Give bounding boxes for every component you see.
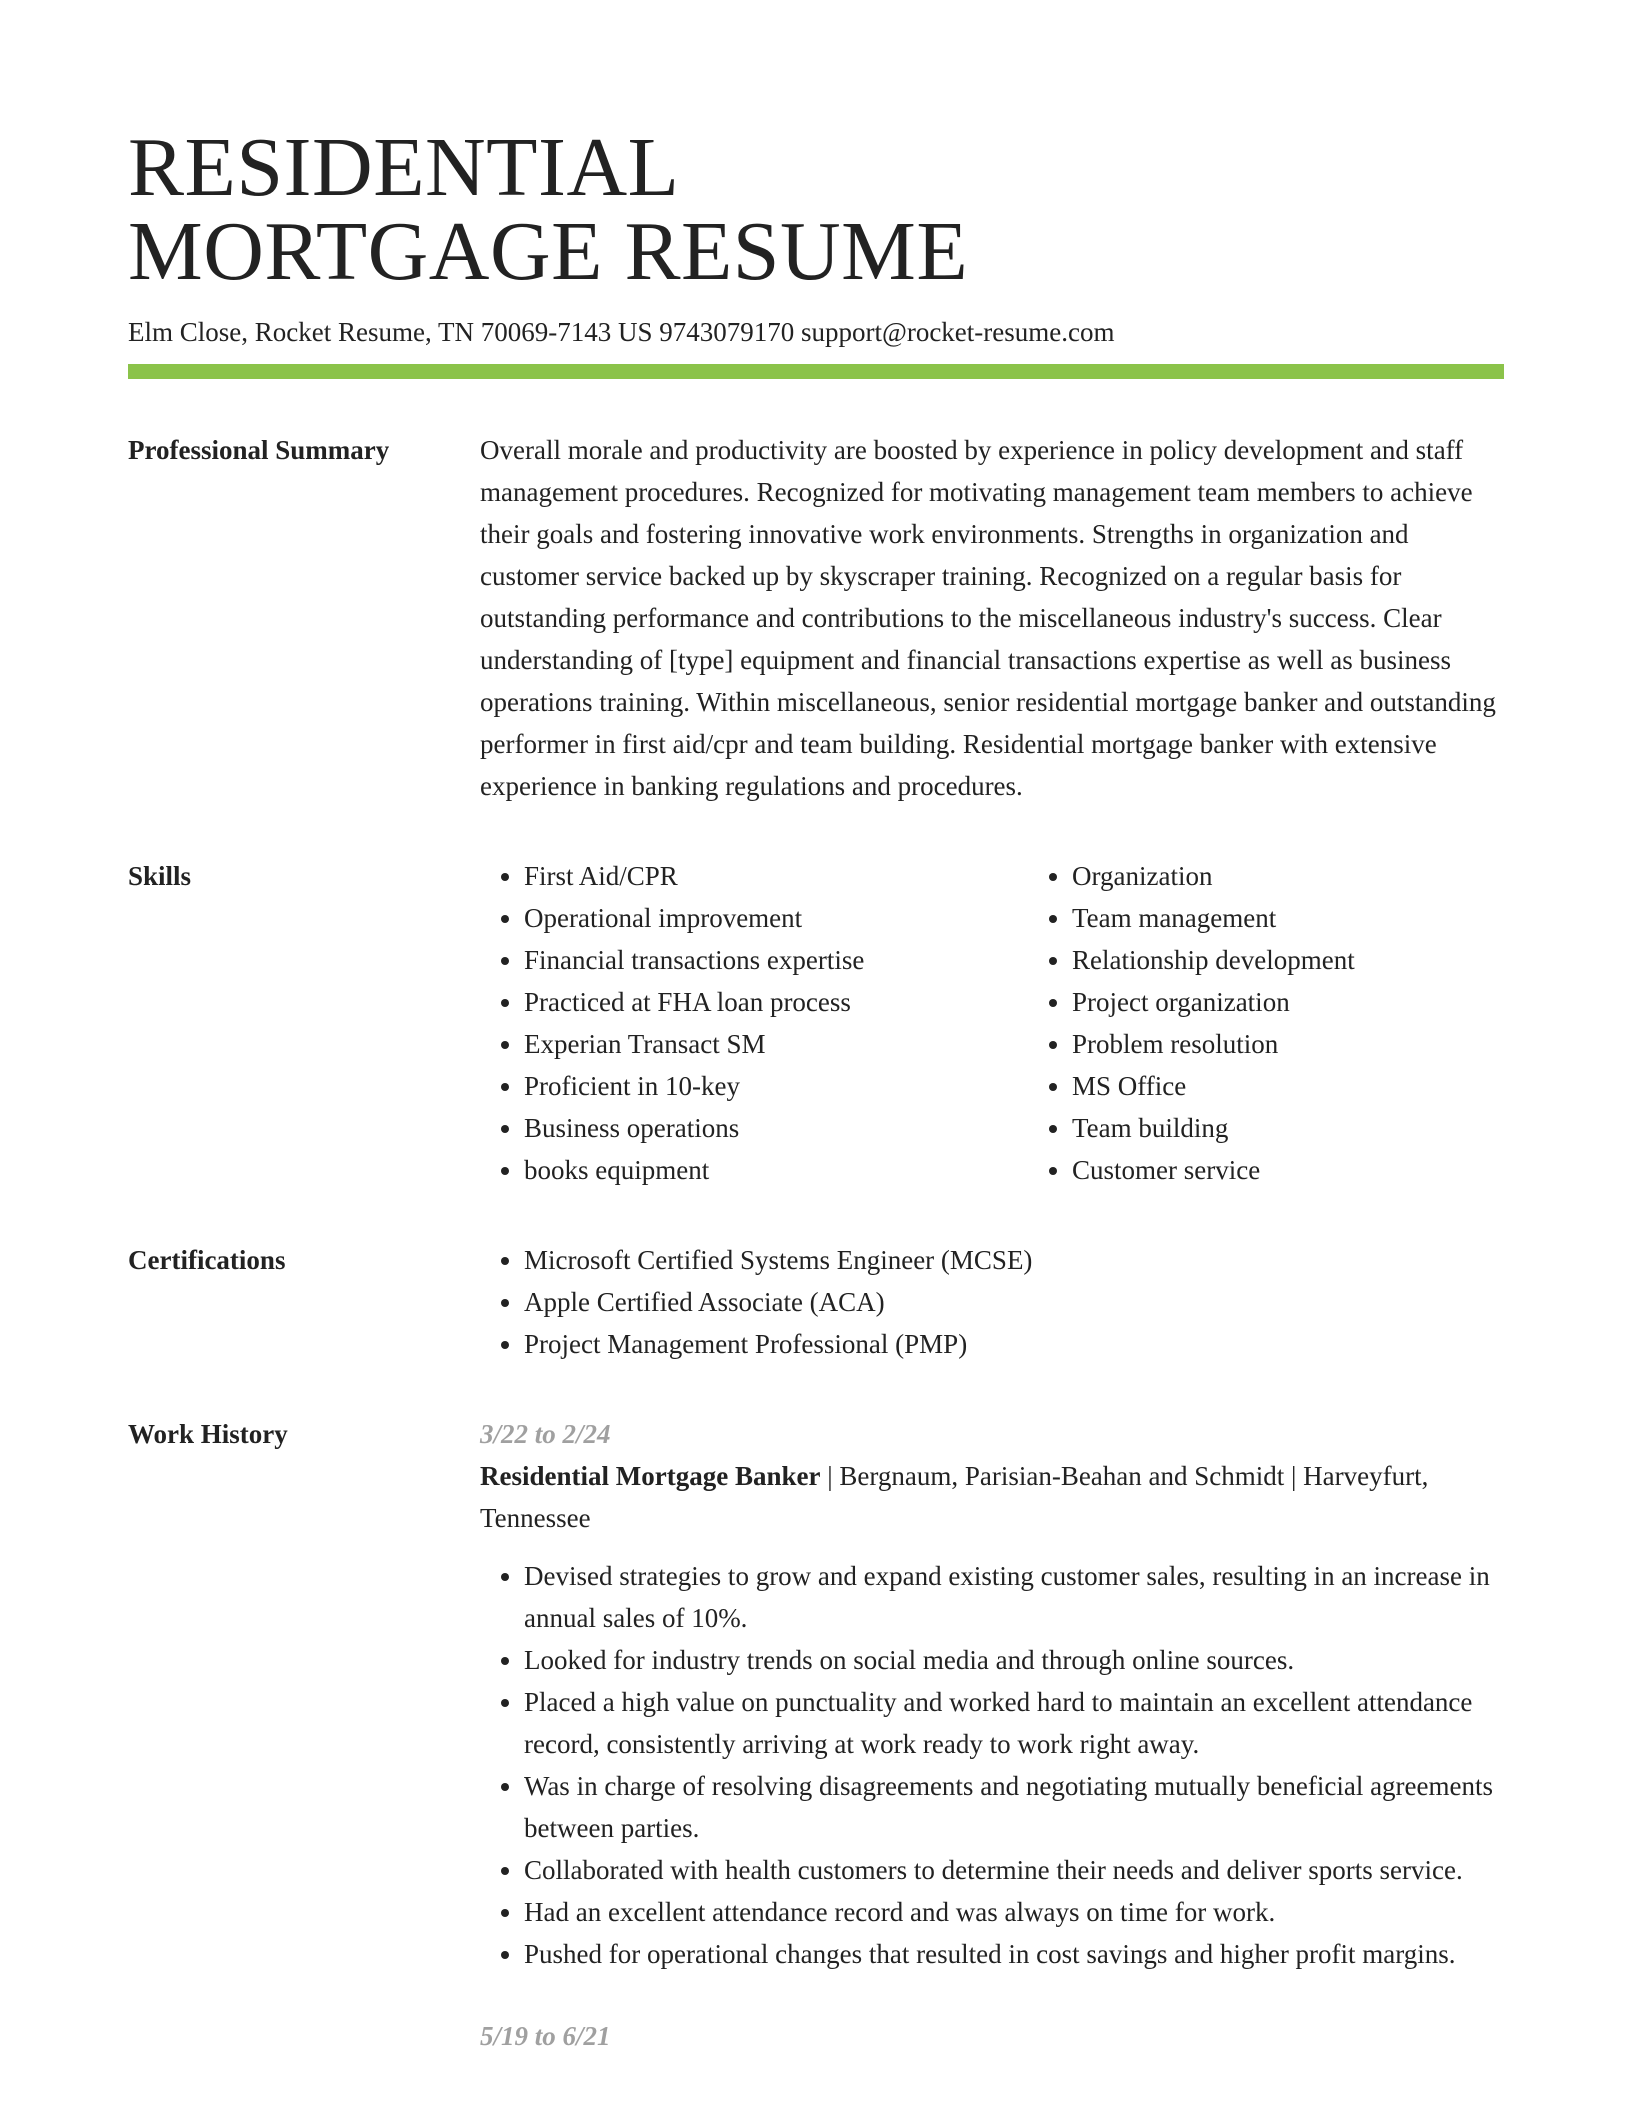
- skill-item: • Problem resolution: [1072, 1023, 1504, 1065]
- skill-item: • Business operations: [524, 1107, 1028, 1149]
- accent-divider: [128, 364, 1504, 379]
- resume-page: [128, 0, 1504, 2057]
- skill-item: • Financial transactions expertise: [524, 939, 1028, 981]
- job-details: | Bergnaum, Parisian-Beahan and Schmidt | Harveyfurt, Tennessee: [480, 1461, 1429, 1533]
- skill-item: • MS Office: [1072, 1065, 1504, 1107]
- skill-item: • Customer service: [1072, 1149, 1504, 1191]
- certifications-list: [480, 1239, 1504, 1365]
- job-dates: 5/19 to 6/21: [480, 2021, 611, 2051]
- job-entry: [480, 2015, 1504, 2057]
- title-line-2: MORTGAGE RESUME: [128, 205, 969, 298]
- skill-item: • Practiced at FHA loan process: [524, 981, 1028, 1023]
- certifications-section: [128, 1239, 1504, 1365]
- summary-text: Overall morale and productivity are boosted by experience in policy development and staff management procedures. Recognized for motivating management team members to achieve their goals and fostering innovative work environments. Strengths in organization and customer service backed up by skyscraper training. Recognized on a regular basis for outstanding performance and contributions to the miscellaneous industry's success. Clear understanding of [type] equipment and financial transactions expertise as well as business operations training. Within miscellaneous, senior residential mortgage banker and outstanding performer in first aid/cpr and team building. Residential mortgage banker with extensive experience in banking regulations and procedures.: [480, 435, 1496, 801]
- skill-item: • Proficient in 10-key: [524, 1065, 1028, 1107]
- skill-item: • Operational improvement: [524, 897, 1028, 939]
- job-bullets: [480, 1555, 1504, 1975]
- job-bullet: • Looked for industry trends on social media and through online sources.: [524, 1639, 1504, 1681]
- job-bullet: • Collaborated with health customers to determine their needs and deliver sports service.: [524, 1849, 1504, 1891]
- skills-heading: Skills: [128, 861, 192, 891]
- certification-item: • Project Management Professional (PMP): [524, 1323, 1504, 1365]
- skill-item: • First Aid/CPR: [524, 855, 1028, 897]
- skills-list-left: [480, 855, 1028, 1191]
- skill-item: • Relationship development: [1072, 939, 1504, 981]
- job-title-line: [480, 1455, 1504, 1539]
- work-history-section: [128, 1413, 1504, 2057]
- job-role: Residential Mortgage Banker: [480, 1461, 821, 1491]
- work-history-heading: Work History: [128, 1419, 288, 1449]
- job-entry: [480, 1413, 1504, 1975]
- certification-item: • Microsoft Certified Systems Engineer (MCSE): [524, 1239, 1504, 1281]
- job-bullet: • Was in charge of resolving disagreements and negotiating mutually beneficial agreements between parties.: [524, 1765, 1504, 1849]
- skill-item: • Team building: [1072, 1107, 1504, 1149]
- job-bullet: • Devised strategies to grow and expand existing customer sales, resulting in an increase in annual sales of 10%.: [524, 1555, 1504, 1639]
- summary-section: [128, 429, 1504, 807]
- skills-section: [128, 855, 1504, 1191]
- title-line-1: RESIDENTIAL: [128, 121, 680, 214]
- job-bullet: • Pushed for operational changes that resulted in cost savings and higher profit margins.: [524, 1933, 1504, 1975]
- skill-item: • Experian Transact SM: [524, 1023, 1028, 1065]
- certification-item: • Apple Certified Associate (ACA): [524, 1281, 1504, 1323]
- job-bullet: • Placed a high value on punctuality and worked hard to maintain an excellent attendance record, consistently arriving at work ready to work right away.: [524, 1681, 1504, 1765]
- job-bullet: • Had an excellent attendance record and was always on time for work.: [524, 1891, 1504, 1933]
- skills-list-right: [1028, 855, 1504, 1191]
- skill-item: • Project organization: [1072, 981, 1504, 1023]
- skill-item: • books equipment: [524, 1149, 1028, 1191]
- job-dates: 3/22 to 2/24: [480, 1419, 611, 1449]
- skill-item: • Organization: [1072, 855, 1504, 897]
- skill-item: • Team management: [1072, 897, 1504, 939]
- certifications-heading: Certifications: [128, 1245, 286, 1275]
- resume-title: [128, 0, 1504, 298]
- summary-heading: Professional Summary: [128, 435, 390, 465]
- contact-line: Elm Close, Rocket Resume, TN 70069-7143 US 9743079170 support@rocket-resume.com: [128, 317, 1115, 347]
